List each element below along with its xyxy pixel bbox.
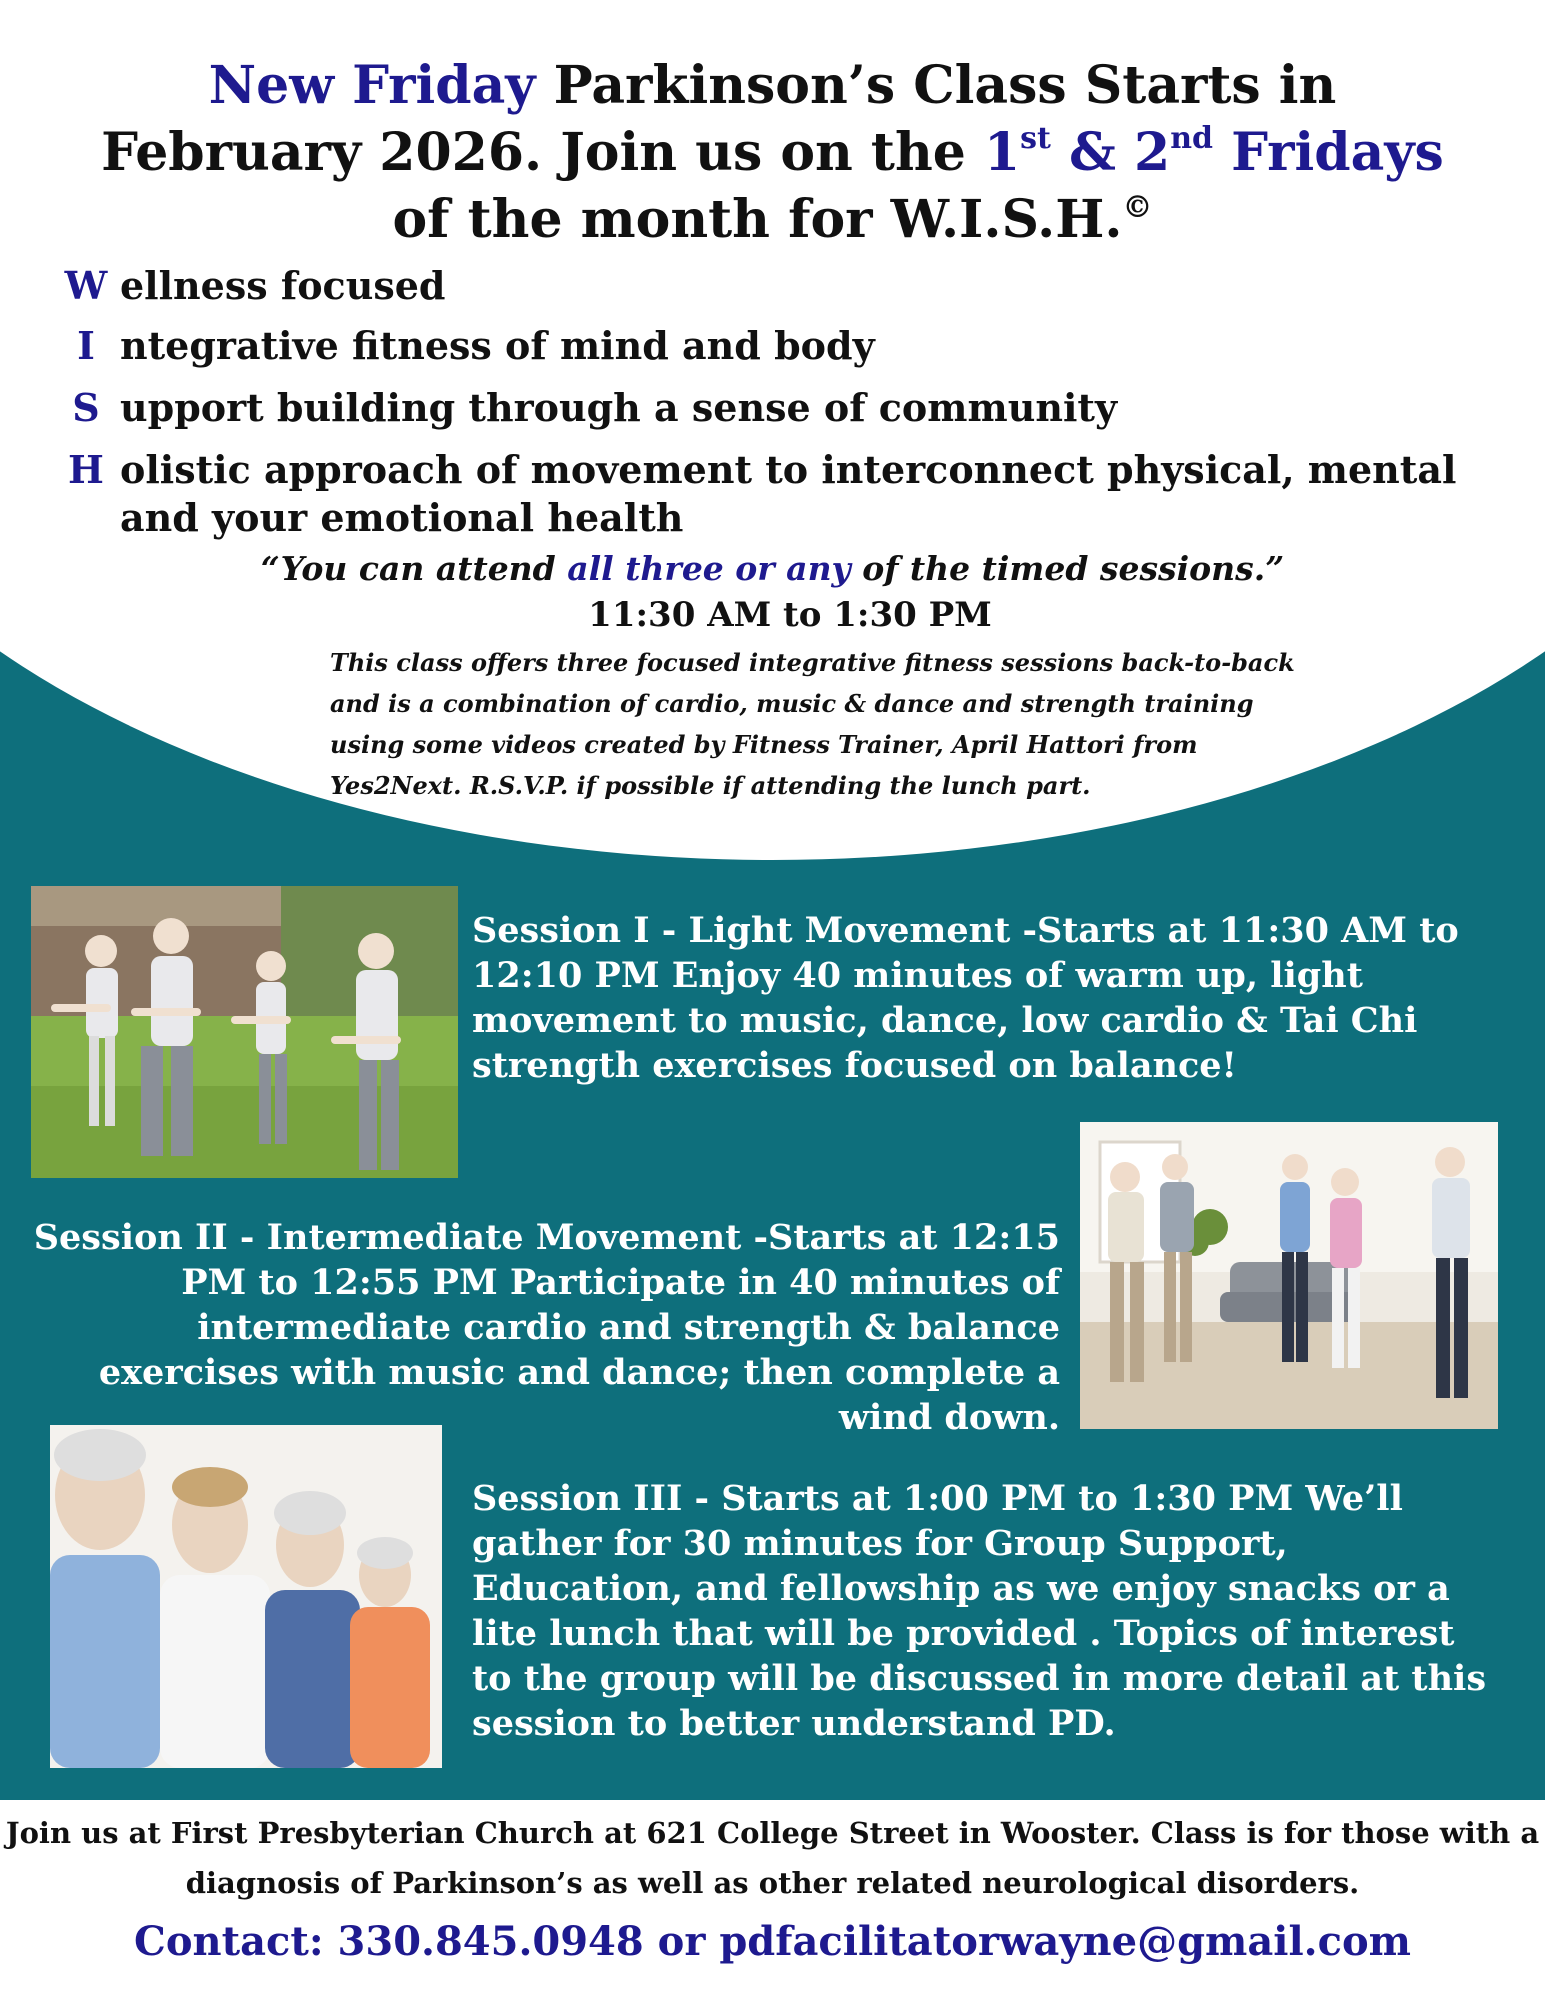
session-2-text: Session II - Intermediate Movement -Starts at 12:15 PM to 12:55 PM Participate in 40 minutes of intermediate cardio and strength & balance exercises with music and dance; then complete a wind down.	[33, 1217, 1060, 1438]
headline-line-2	[0, 119, 1545, 186]
copyright-symbol: ©	[1122, 190, 1153, 225]
support-group-photo	[50, 1425, 442, 1768]
headline-line-1	[0, 52, 1545, 119]
wish-text-i: ntegrative fitness of mind and body	[120, 323, 875, 368]
wish-text-h: olistic approach of movement to interconnect physical, mental and your emotional health	[120, 447, 1457, 540]
quote-highlight: all three or any	[567, 549, 851, 588]
class-description: This class offers three focused integrative fitness sessions back-to-back and is a combination of cardio, music & dance and strength training using some videos created by Fitness Trainer, April Hattori from Yes2Next. R.S.V.P. if possible if attending the lunch part.	[330, 648, 1295, 800]
headline-join-us: February 2026. Join us on the	[101, 122, 984, 183]
location-text: Join us at First Presbyterian Church at 621 College Street in Wooster. Class is for those with a diagnosis of Parkinson’s as well as other related neurological disorders.	[5, 1816, 1540, 1900]
headline-new-friday: New Friday	[208, 55, 536, 116]
headline-line-3	[0, 186, 1545, 253]
wish-letter-h: H	[68, 447, 104, 492]
headline	[0, 52, 1545, 253]
quote-before: “You can attend	[260, 549, 568, 588]
headline-fridays: Fridays	[1213, 122, 1444, 183]
wish-letter-w: W	[64, 263, 108, 308]
headline-second-sup: nd	[1170, 121, 1214, 156]
session-1-text: Session I - Light Movement -Starts at 11:30 AM to 12:10 PM Enjoy 40 minutes of warm up, light movement to music, dance, low cardio & Tai Chi strength exercises focused on balance!	[472, 910, 1459, 1086]
attend-quote	[0, 548, 1545, 590]
wish-text-w: ellness focused	[120, 263, 446, 308]
headline-wish: of the month for W.I.S.H.	[392, 189, 1123, 250]
time-range: 11:30 AM to 1:30 PM	[588, 595, 992, 635]
headline-second-number: 2	[1134, 122, 1171, 183]
quote-after: of the timed sessions.”	[850, 549, 1285, 588]
wish-letter-s: S	[72, 385, 100, 430]
headline-first	[984, 122, 1444, 183]
wish-text-s: upport building through a sense of community	[120, 385, 1118, 430]
headline-class-starts: Parkinson’s Class Starts in	[535, 55, 1337, 116]
headline-first-number: 1	[983, 122, 1021, 183]
session-3-text: Session III - Starts at 1:00 PM to 1:30 PM We’ll gather for 30 minutes for Group Support, Education, and fellowship as we enjoy snacks or a lite lunch that will be provided . Topics of interest to the group will be discussed in more detail at this session to better understand PD.	[472, 1478, 1487, 1744]
contact-info: Contact: 330.845.0948 or pdfacilitatorwayne@gmail.com	[134, 1918, 1411, 1965]
headline-first-sup: st	[1020, 121, 1051, 156]
wish-letter-i: I	[77, 323, 95, 368]
dancing-photo	[1080, 1122, 1498, 1429]
tai-chi-photo	[31, 886, 458, 1178]
headline-amp: &	[1050, 122, 1135, 183]
